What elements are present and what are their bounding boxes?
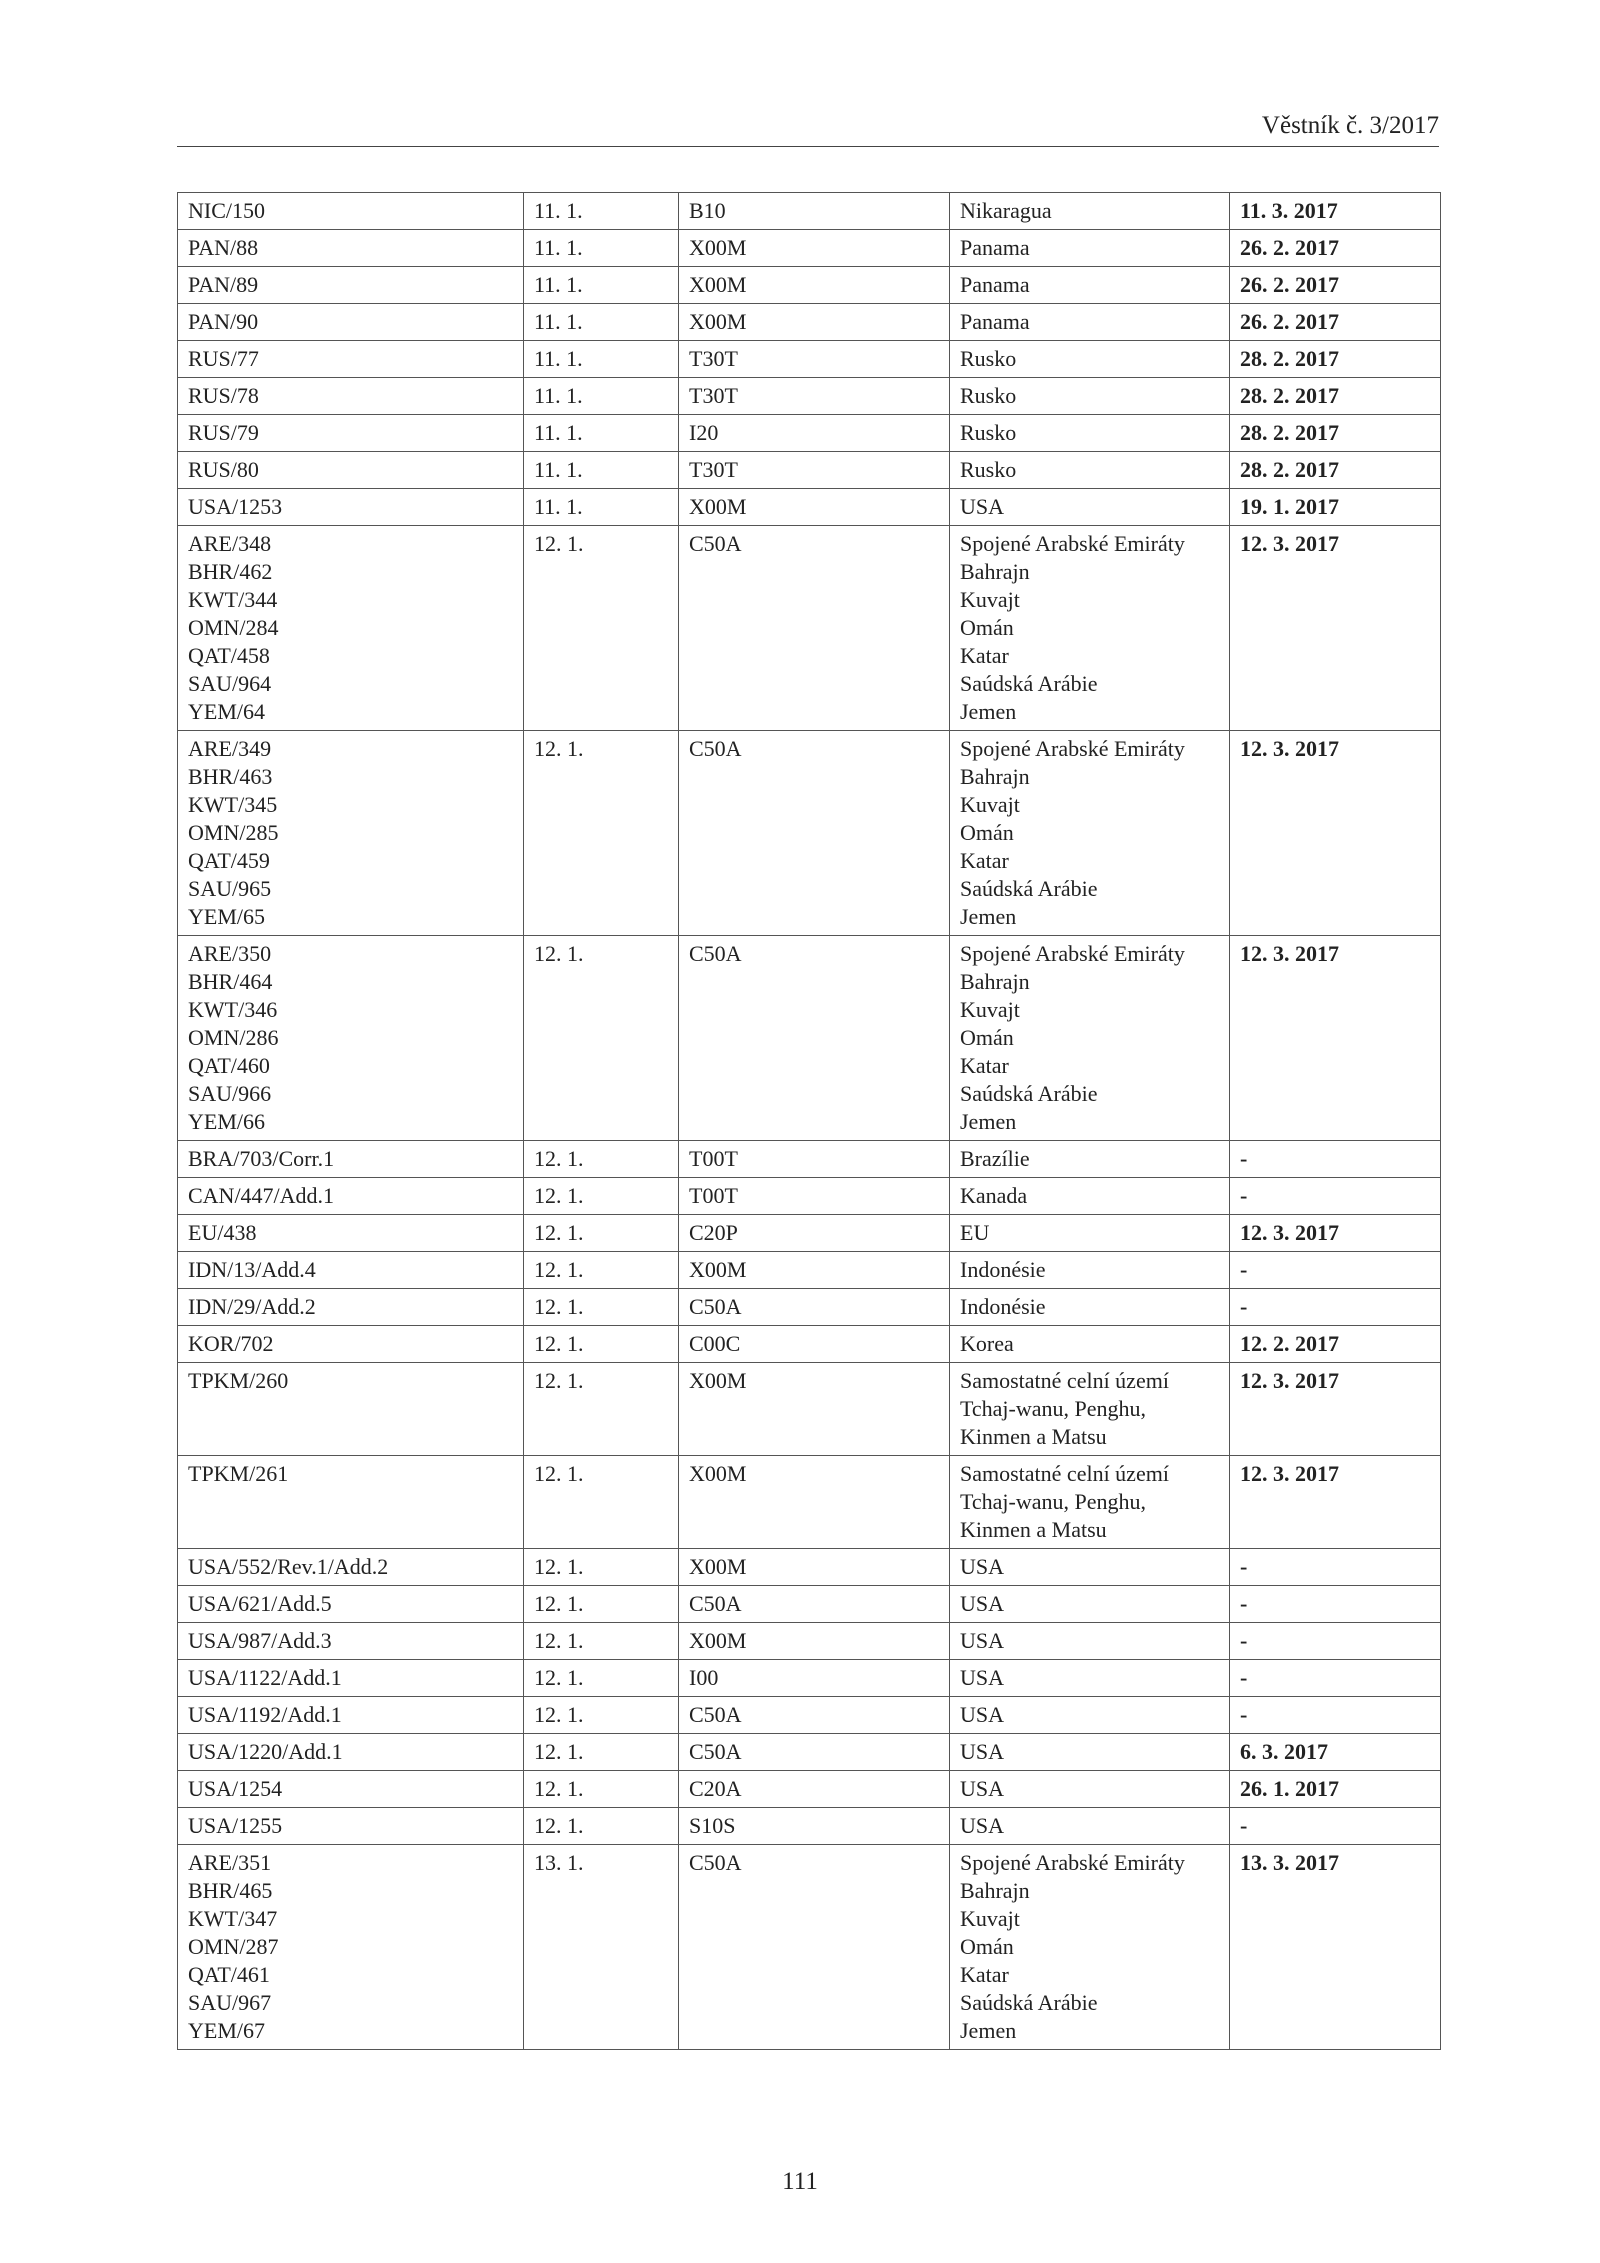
notification-symbol-cell-line: RUS/78: [188, 383, 259, 408]
notification-symbol-cell: [178, 1141, 524, 1178]
notification-symbol-cell-line: BRA/703/Corr.1: [188, 1146, 335, 1171]
notifying-country-cell-line: Nikaragua: [960, 198, 1052, 223]
notification-code-cell: T30T: [679, 452, 950, 489]
table-row: [178, 341, 1441, 378]
notification-date-cell: 12. 1.: [524, 1808, 679, 1845]
comment-deadline-cell: 19. 1. 2017: [1230, 489, 1441, 526]
comment-deadline-cell: -: [1230, 1178, 1441, 1215]
notifying-country-cell-line: Samostatné celní území: [960, 1461, 1169, 1486]
notifying-country-cell: [950, 1660, 1230, 1697]
notifying-country-cell-line: Katar: [960, 643, 1009, 668]
notifying-country-cell-line: Kuvajt: [960, 1906, 1020, 1931]
notification-date-cell: 12. 1.: [524, 1771, 679, 1808]
comment-deadline-cell: -: [1230, 1141, 1441, 1178]
notification-code-cell: C50A: [679, 1289, 950, 1326]
table-row: [178, 1456, 1441, 1549]
notification-symbol-cell: [178, 1289, 524, 1326]
table-row: [178, 1141, 1441, 1178]
notifying-country-cell-line: Indonésie: [960, 1294, 1046, 1319]
notification-date-cell: 12. 1.: [524, 1252, 679, 1289]
comment-deadline-cell: -: [1230, 1623, 1441, 1660]
table-row: [178, 1252, 1441, 1289]
comment-deadline-cell: 26. 2. 2017: [1230, 267, 1441, 304]
notifying-country-cell-line: Korea: [960, 1331, 1014, 1356]
comment-deadline-cell: 26. 2. 2017: [1230, 230, 1441, 267]
notifying-country-cell-line: USA: [960, 494, 1005, 519]
notifying-country-cell-line: Indonésie: [960, 1257, 1046, 1282]
notification-code-cell: C50A: [679, 1845, 950, 2050]
table-row: [178, 452, 1441, 489]
notification-date-cell: 11. 1.: [524, 415, 679, 452]
notifying-country-cell: [950, 230, 1230, 267]
notification-date-cell: 12. 1.: [524, 1289, 679, 1326]
notifying-country-cell: [950, 378, 1230, 415]
notification-code-cell: X00M: [679, 230, 950, 267]
notifying-country-cell: [950, 1363, 1230, 1456]
notification-date-cell: 11. 1.: [524, 378, 679, 415]
comment-deadline-cell: -: [1230, 1252, 1441, 1289]
table-row: [178, 193, 1441, 230]
table-row: [178, 1215, 1441, 1252]
notification-symbol-cell-line: OMN/286: [188, 1025, 279, 1050]
notification-symbol-cell-line: PAN/89: [188, 272, 259, 297]
table-row: [178, 936, 1441, 1141]
notification-symbol-cell-line: NIC/150: [188, 198, 265, 223]
notification-code-cell: C50A: [679, 731, 950, 936]
notification-symbol-cell-line: YEM/65: [188, 904, 265, 929]
notification-symbol-cell-line: QAT/461: [188, 1962, 270, 1987]
notification-code-cell: C50A: [679, 1697, 950, 1734]
notification-symbol-cell-line: USA/1255: [188, 1813, 283, 1838]
table-row: [178, 1697, 1441, 1734]
notifying-country-cell: [950, 1586, 1230, 1623]
notifying-country-cell-line: Spojené Arabské Emiráty: [960, 531, 1185, 556]
notifying-country-cell-line: Saúdská Arábie: [960, 671, 1098, 696]
comment-deadline-cell: 28. 2. 2017: [1230, 378, 1441, 415]
notifying-country-cell-line: Panama: [960, 309, 1030, 334]
notification-date-cell: 12. 1.: [524, 936, 679, 1141]
notifying-country-cell-line: Panama: [960, 235, 1030, 260]
notification-symbol-cell: [178, 731, 524, 936]
notifying-country-cell-line: Samostatné celní území: [960, 1368, 1169, 1393]
comment-deadline-cell: 28. 2. 2017: [1230, 341, 1441, 378]
notification-date-cell: 12. 1.: [524, 1734, 679, 1771]
notifying-country-cell: [950, 1845, 1230, 2050]
notification-symbol-cell: [178, 1178, 524, 1215]
notification-symbol-cell: [178, 1771, 524, 1808]
notification-code-cell: T30T: [679, 341, 950, 378]
notification-symbol-cell: [178, 526, 524, 731]
notifying-country-cell-line: Jemen: [960, 699, 1017, 724]
notification-symbol-cell-line: USA/552/Rev.1/Add.2: [188, 1554, 389, 1579]
notifying-country-cell-line: USA: [960, 1702, 1005, 1727]
comment-deadline-cell: -: [1230, 1660, 1441, 1697]
notifying-country-cell-line: Tchaj-wanu, Penghu,: [960, 1489, 1147, 1514]
notifying-country-cell-line: Kuvajt: [960, 997, 1020, 1022]
notification-date-cell: 12. 1.: [524, 1623, 679, 1660]
notification-code-cell: T00T: [679, 1141, 950, 1178]
comment-deadline-cell: 12. 3. 2017: [1230, 1215, 1441, 1252]
notification-symbol-cell: [178, 452, 524, 489]
notification-date-cell: 11. 1.: [524, 304, 679, 341]
notifying-country-cell-line: Omán: [960, 1934, 1014, 1959]
notification-date-cell: 11. 1.: [524, 489, 679, 526]
notifying-country-cell-line: Panama: [960, 272, 1030, 297]
notifying-country-cell-line: Omán: [960, 820, 1014, 845]
notifying-country-cell: [950, 1326, 1230, 1363]
table-row: [178, 731, 1441, 936]
notifying-country-cell-line: Bahrajn: [960, 1878, 1030, 1903]
notifying-country-cell: [950, 526, 1230, 731]
notification-code-cell: I20: [679, 415, 950, 452]
page-header: [177, 108, 1439, 147]
notifying-country-cell: [950, 304, 1230, 341]
notifying-country-cell-line: USA: [960, 1591, 1005, 1616]
notification-code-cell: C20A: [679, 1771, 950, 1808]
notification-code-cell: T00T: [679, 1178, 950, 1215]
table-body: [178, 193, 1441, 2050]
notification-symbol-cell-line: YEM/67: [188, 2018, 265, 2043]
notification-symbol-cell-line: USA/1192/Add.1: [188, 1702, 342, 1727]
comment-deadline-cell: -: [1230, 1549, 1441, 1586]
notification-symbol-cell-line: KWT/347: [188, 1906, 278, 1931]
notification-symbol-cell: [178, 1808, 524, 1845]
notification-code-cell: X00M: [679, 304, 950, 341]
table-row: [178, 489, 1441, 526]
notification-code-cell: C50A: [679, 1586, 950, 1623]
notifications-table: [177, 192, 1441, 2050]
notification-symbol-cell-line: EU/438: [188, 1220, 257, 1245]
notification-symbol-cell-line: QAT/458: [188, 643, 270, 668]
notification-symbol-cell-line: PAN/88: [188, 235, 259, 260]
notification-symbol-cell-line: USA/1253: [188, 494, 283, 519]
notifying-country-cell: [950, 1178, 1230, 1215]
notifying-country-cell: [950, 193, 1230, 230]
notification-symbol-cell-line: USA/621/Add.5: [188, 1591, 332, 1616]
notification-symbol-cell-line: ARE/349: [188, 736, 272, 761]
notification-symbol-cell-line: SAU/965: [188, 876, 272, 901]
notification-date-cell: 12. 1.: [524, 1326, 679, 1363]
notifying-country-cell-line: Omán: [960, 1025, 1014, 1050]
comment-deadline-cell: 11. 3. 2017: [1230, 193, 1441, 230]
notifying-country-cell-line: Rusko: [960, 457, 1017, 482]
notification-date-cell: 13. 1.: [524, 1845, 679, 2050]
notifying-country-cell: [950, 1734, 1230, 1771]
table-row: [178, 230, 1441, 267]
table-row: [178, 1289, 1441, 1326]
notification-symbol-cell: [178, 1326, 524, 1363]
notification-date-cell: 12. 1.: [524, 1178, 679, 1215]
notification-date-cell: 12. 1.: [524, 1456, 679, 1549]
notification-symbol-cell: [178, 341, 524, 378]
notification-symbol-cell-line: CAN/447/Add.1: [188, 1183, 335, 1208]
notifying-country-cell: [950, 936, 1230, 1141]
notification-date-cell: 11. 1.: [524, 193, 679, 230]
notifying-country-cell-line: Rusko: [960, 420, 1017, 445]
notifying-country-cell-line: Rusko: [960, 383, 1017, 408]
notification-symbol-cell-line: QAT/459: [188, 848, 270, 873]
notifying-country-cell-line: Katar: [960, 1962, 1009, 1987]
notification-date-cell: 12. 1.: [524, 1660, 679, 1697]
notification-date-cell: 11. 1.: [524, 452, 679, 489]
notification-symbol-cell: [178, 1623, 524, 1660]
notification-symbol-cell: [178, 1215, 524, 1252]
table-row: [178, 1326, 1441, 1363]
notification-code-cell: T30T: [679, 378, 950, 415]
notifying-country-cell: [950, 415, 1230, 452]
notification-code-cell: I00: [679, 1660, 950, 1697]
notifying-country-cell: [950, 341, 1230, 378]
notifying-country-cell-line: Jemen: [960, 1109, 1017, 1134]
notifying-country-cell-line: USA: [960, 1628, 1005, 1653]
notification-symbol-cell: [178, 1660, 524, 1697]
notification-symbol-cell-line: BHR/462: [188, 559, 273, 584]
notifying-country-cell-line: Bahrajn: [960, 559, 1030, 584]
notification-date-cell: 12. 1.: [524, 1363, 679, 1456]
notification-symbol-cell: [178, 267, 524, 304]
comment-deadline-cell: 26. 1. 2017: [1230, 1771, 1441, 1808]
notification-symbol-cell-line: RUS/80: [188, 457, 259, 482]
notifying-country-cell-line: Jemen: [960, 904, 1017, 929]
notifying-country-cell-line: Spojené Arabské Emiráty: [960, 736, 1185, 761]
notifying-country-cell-line: Kuvajt: [960, 587, 1020, 612]
notification-symbol-cell-line: USA/987/Add.3: [188, 1628, 332, 1653]
notification-code-cell: X00M: [679, 267, 950, 304]
notification-symbol-cell: [178, 378, 524, 415]
notification-code-cell: C20P: [679, 1215, 950, 1252]
table-row: [178, 1660, 1441, 1697]
notifying-country-cell-line: Kinmen a Matsu: [960, 1424, 1107, 1449]
table-row: [178, 304, 1441, 341]
notifying-country-cell: [950, 1456, 1230, 1549]
notifying-country-cell: [950, 1549, 1230, 1586]
table-row: [178, 1771, 1441, 1808]
notifying-country-cell-line: Jemen: [960, 2018, 1017, 2043]
notification-symbol-cell: [178, 230, 524, 267]
notifying-country-cell: [950, 1289, 1230, 1326]
page-number: 111: [782, 2168, 818, 2195]
notifying-country-cell-line: Kinmen a Matsu: [960, 1517, 1107, 1542]
comment-deadline-cell: 26. 2. 2017: [1230, 304, 1441, 341]
notifying-country-cell-line: USA: [960, 1739, 1005, 1764]
table-row: [178, 378, 1441, 415]
notifying-country-cell-line: Saúdská Arábie: [960, 876, 1098, 901]
notification-symbol-cell: [178, 1363, 524, 1456]
notifying-country-cell-line: Spojené Arabské Emiráty: [960, 941, 1185, 966]
notifying-country-cell-line: Saúdská Arábie: [960, 1081, 1098, 1106]
notifying-country-cell-line: Bahrajn: [960, 764, 1030, 789]
notification-code-cell: S10S: [679, 1808, 950, 1845]
notification-symbol-cell-line: QAT/460: [188, 1053, 270, 1078]
notification-symbol-cell-line: RUS/77: [188, 346, 259, 371]
notification-code-cell: X00M: [679, 1456, 950, 1549]
notification-symbol-cell-line: BHR/464: [188, 969, 273, 994]
notifying-country-cell: [950, 1252, 1230, 1289]
table-row: [178, 1623, 1441, 1660]
comment-deadline-cell: 6. 3. 2017: [1230, 1734, 1441, 1771]
notification-symbol-cell: [178, 193, 524, 230]
notification-symbol-cell-line: BHR/463: [188, 764, 273, 789]
notification-symbol-cell-line: OMN/285: [188, 820, 279, 845]
notification-symbol-cell: [178, 489, 524, 526]
notification-symbol-cell: [178, 415, 524, 452]
comment-deadline-cell: -: [1230, 1808, 1441, 1845]
notification-code-cell: X00M: [679, 1623, 950, 1660]
notifying-country-cell-line: Rusko: [960, 346, 1017, 371]
notifications-table-container: [177, 192, 1440, 2050]
notifying-country-cell-line: USA: [960, 1776, 1005, 1801]
notification-symbol-cell-line: ARE/348: [188, 531, 272, 556]
notification-symbol-cell-line: TPKM/260: [188, 1368, 289, 1393]
table-row: [178, 526, 1441, 731]
notification-code-cell: C00C: [679, 1326, 950, 1363]
notification-symbol-cell-line: YEM/66: [188, 1109, 265, 1134]
table-row: [178, 267, 1441, 304]
notification-symbol-cell: [178, 304, 524, 341]
notification-date-cell: 12. 1.: [524, 1586, 679, 1623]
notifying-country-cell: [950, 452, 1230, 489]
notifying-country-cell-line: Saúdská Arábie: [960, 1990, 1098, 2015]
notifying-country-cell-line: Katar: [960, 1053, 1009, 1078]
comment-deadline-cell: 28. 2. 2017: [1230, 415, 1441, 452]
notification-symbol-cell: [178, 936, 524, 1141]
table-row: [178, 1734, 1441, 1771]
notification-code-cell: X00M: [679, 489, 950, 526]
notification-symbol-cell-line: TPKM/261: [188, 1461, 289, 1486]
notifying-country-cell-line: USA: [960, 1813, 1005, 1838]
notification-symbol-cell-line: IDN/29/Add.2: [188, 1294, 316, 1319]
notification-symbol-cell-line: KWT/346: [188, 997, 278, 1022]
notification-date-cell: 12. 1.: [524, 1549, 679, 1586]
notification-symbol-cell-line: KOR/702: [188, 1331, 274, 1356]
notifying-country-cell-line: Bahrajn: [960, 969, 1030, 994]
notifying-country-cell: [950, 1141, 1230, 1178]
comment-deadline-cell: 13. 3. 2017: [1230, 1845, 1441, 2050]
comment-deadline-cell: 12. 3. 2017: [1230, 731, 1441, 936]
comment-deadline-cell: -: [1230, 1586, 1441, 1623]
notifying-country-cell-line: EU: [960, 1220, 990, 1245]
notification-date-cell: 12. 1.: [524, 1141, 679, 1178]
notification-date-cell: 11. 1.: [524, 341, 679, 378]
notification-code-cell: C50A: [679, 936, 950, 1141]
notifying-country-cell-line: Omán: [960, 615, 1014, 640]
notification-symbol-cell-line: SAU/964: [188, 671, 272, 696]
notification-symbol-cell-line: USA/1220/Add.1: [188, 1739, 343, 1764]
comment-deadline-cell: -: [1230, 1697, 1441, 1734]
notification-date-cell: 12. 1.: [524, 731, 679, 936]
notification-date-cell: 12. 1.: [524, 1215, 679, 1252]
notification-symbol-cell: [178, 1549, 524, 1586]
notification-symbol-cell-line: IDN/13/Add.4: [188, 1257, 316, 1282]
notification-date-cell: 11. 1.: [524, 230, 679, 267]
comment-deadline-cell: -: [1230, 1289, 1441, 1326]
notifying-country-cell: [950, 731, 1230, 936]
notifying-country-cell: [950, 489, 1230, 526]
notification-symbol-cell-line: BHR/465: [188, 1878, 273, 1903]
notifying-country-cell-line: USA: [960, 1554, 1005, 1579]
comment-deadline-cell: 12. 2. 2017: [1230, 1326, 1441, 1363]
notification-symbol-cell: [178, 1586, 524, 1623]
table-row: [178, 1178, 1441, 1215]
notifying-country-cell-line: Kanada: [960, 1183, 1028, 1208]
notifying-country-cell: [950, 267, 1230, 304]
table-row: [178, 415, 1441, 452]
comment-deadline-cell: 12. 3. 2017: [1230, 1363, 1441, 1456]
table-row: [178, 1845, 1441, 2050]
notification-symbol-cell-line: KWT/344: [188, 587, 278, 612]
notification-symbol-cell-line: OMN/287: [188, 1934, 279, 1959]
comment-deadline-cell: 12. 3. 2017: [1230, 1456, 1441, 1549]
notification-symbol-cell: [178, 1734, 524, 1771]
notifying-country-cell-line: Katar: [960, 848, 1009, 873]
notification-code-cell: B10: [679, 193, 950, 230]
notification-date-cell: 12. 1.: [524, 1697, 679, 1734]
notification-symbol-cell: [178, 1697, 524, 1734]
comment-deadline-cell: 12. 3. 2017: [1230, 936, 1441, 1141]
comment-deadline-cell: 28. 2. 2017: [1230, 452, 1441, 489]
notification-code-cell: C50A: [679, 1734, 950, 1771]
notifying-country-cell-line: Kuvajt: [960, 792, 1020, 817]
table-row: [178, 1808, 1441, 1845]
notification-symbol-cell: [178, 1845, 524, 2050]
notification-symbol-cell-line: YEM/64: [188, 699, 265, 724]
notification-symbol-cell-line: USA/1122/Add.1: [188, 1665, 342, 1690]
notification-code-cell: X00M: [679, 1252, 950, 1289]
notifying-country-cell: [950, 1771, 1230, 1808]
notifying-country-cell-line: Spojené Arabské Emiráty: [960, 1850, 1185, 1875]
notification-date-cell: 12. 1.: [524, 526, 679, 731]
notifying-country-cell: [950, 1808, 1230, 1845]
notifying-country-cell: [950, 1623, 1230, 1660]
notification-code-cell: C50A: [679, 526, 950, 731]
table-row: [178, 1549, 1441, 1586]
notification-symbol-cell-line: KWT/345: [188, 792, 278, 817]
notification-symbol-cell-line: ARE/351: [188, 1850, 272, 1875]
notification-symbol-cell-line: ARE/350: [188, 941, 272, 966]
notification-code-cell: X00M: [679, 1363, 950, 1456]
notification-symbol-cell: [178, 1456, 524, 1549]
notification-symbol-cell-line: SAU/966: [188, 1081, 272, 1106]
notifying-country-cell: [950, 1697, 1230, 1734]
notification-symbol-cell: [178, 1252, 524, 1289]
notification-symbol-cell-line: USA/1254: [188, 1776, 283, 1801]
notification-symbol-cell-line: OMN/284: [188, 615, 279, 640]
table-row: [178, 1586, 1441, 1623]
notification-symbol-cell-line: SAU/967: [188, 1990, 272, 2015]
notifying-country-cell: [950, 1215, 1230, 1252]
notification-code-cell: X00M: [679, 1549, 950, 1586]
notifying-country-cell-line: Brazílie: [960, 1146, 1030, 1171]
table-row: [178, 1363, 1441, 1456]
notifying-country-cell-line: USA: [960, 1665, 1005, 1690]
notification-symbol-cell-line: PAN/90: [188, 309, 259, 334]
comment-deadline-cell: 12. 3. 2017: [1230, 526, 1441, 731]
notification-symbol-cell-line: RUS/79: [188, 420, 259, 445]
bulletin-title: Věstník č. 3/2017: [1261, 112, 1439, 139]
notifying-country-cell-line: Tchaj-wanu, Penghu,: [960, 1396, 1147, 1421]
notification-date-cell: 11. 1.: [524, 267, 679, 304]
